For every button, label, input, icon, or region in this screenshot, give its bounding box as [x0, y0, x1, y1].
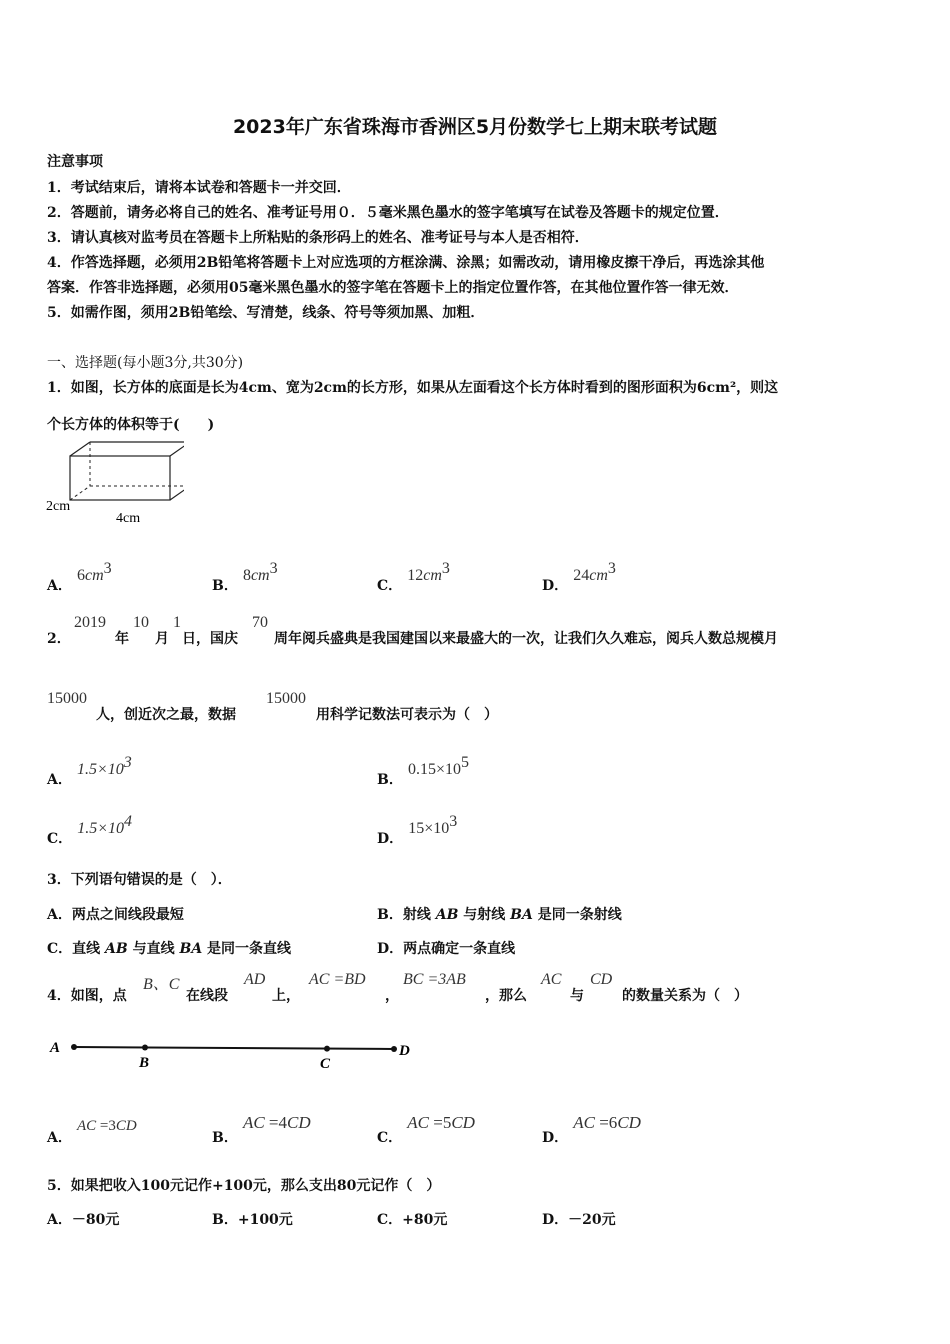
q5-option-c: C．+80元	[377, 1212, 448, 1228]
q3-option-d: D．两点确定一条直线	[377, 941, 516, 957]
q5-option-a: A．－80元	[47, 1212, 120, 1228]
q1-option-a: A． $6cm^3$	[47, 560, 112, 594]
section-heading: 一、选择题(每小题3分,共30分)	[47, 355, 244, 371]
q1-option-d: D． $24cm^3$	[542, 560, 616, 594]
q4-equation-1: AC =BD	[309, 971, 366, 988]
point-a	[71, 1044, 77, 1050]
q4-number: 4．如图，点	[47, 988, 127, 1004]
q4-text-2: 上，	[272, 988, 300, 1004]
q4-option-b: B． AC =4CD	[212, 1113, 311, 1146]
notice-item: 1．考试结束后，请将本试卷和答题卡一并交回．	[47, 180, 351, 196]
q4-equation-2: BC =3AB	[403, 971, 466, 988]
q2-text-month: 月	[155, 631, 169, 647]
cuboid-figure	[44, 438, 184, 530]
q4-option-c: C． AC =5CD	[377, 1113, 475, 1146]
notice-heading: 注意事项	[47, 154, 103, 170]
notice-item: 3．请认真核对监考员在答题卡上所粘贴的条形码上的姓名、准考证号与本人是否相符．	[47, 230, 589, 246]
q4-segment: AD	[244, 971, 266, 988]
segment-ad	[74, 1047, 394, 1049]
q3-option-a: A．两点之间线段最短	[47, 907, 184, 923]
q4-text-5: 的数量关系为（ ）	[622, 988, 748, 1004]
q5-option-b: B．+100元	[212, 1212, 293, 1228]
label-c: C	[320, 1056, 331, 1072]
q2-month: 10	[133, 614, 149, 631]
q1-option-b: B． $8cm^3$	[212, 560, 278, 594]
q2-anniversary: 70	[252, 614, 268, 631]
label-d: D	[399, 1043, 410, 1059]
page-title: 2023年广东省珠海市香洲区5月份数学七上期末联考试题	[232, 116, 718, 138]
q4-text-4: 与	[570, 988, 584, 1004]
notice-item: 答案．作答非选择题，必须用05毫米黑色墨水的签字笔在答题卡上的指定位置作答，在其他位置作答一律无效．	[47, 280, 739, 296]
notice-item: 2．答题前，请务必将自己的姓名、准考证号用０．５毫米黑色墨水的签字笔填写在试卷及答题卡的规定位置．	[47, 205, 729, 221]
q2-option-a: A． $1.5\times 10^3$	[47, 754, 132, 788]
q2-text-end: 用科学记数法可表示为（ ）	[316, 707, 498, 723]
q2-number: 2．	[47, 631, 71, 647]
notice-item: 5．如需作图，须用2B铅笔绘、写清楚，线条、符号等须加黑、加粗．	[47, 305, 485, 321]
q4-cd: CD	[590, 971, 613, 988]
notice-item: 4．作答选择题，必须用2B铅笔将答题卡上对应选项的方框涂满、涂黑；如需改动，请用橡皮擦干净后，再选涂其他	[47, 255, 765, 271]
q4-option-d: D． AC =6CD	[542, 1113, 641, 1146]
q2-day: 1	[173, 614, 181, 631]
q3-option-b: B．射线 AB 与射线 BA 是同一条射线	[377, 907, 622, 923]
q2-option-d: D． $15\times 10^3$	[377, 813, 458, 847]
q2-option-c: C． $1.5\times 10^4$	[47, 813, 133, 847]
q4-ac: AC	[541, 971, 562, 988]
q3-option-c: C．直线 AB 与直线 BA 是同一条直线	[47, 941, 292, 957]
q4-points: B、C	[143, 976, 180, 993]
segment-figure	[44, 1030, 424, 1075]
length-label: 4cm	[116, 511, 141, 526]
q5-stem: 5．如果把收入100元记作+100元，那么支出80元记作（ ）	[47, 1178, 441, 1194]
q2-text-mid: 人，创近次之最，数据	[96, 707, 236, 723]
point-b	[142, 1045, 148, 1051]
point-d	[391, 1046, 397, 1052]
q2-option-b: B． $0.15\times 10^5$	[377, 754, 469, 788]
q2-people: 15000	[47, 690, 87, 707]
q4-option-a: A． AC =3CD	[47, 1118, 137, 1146]
q5-option-d: D．－20元	[542, 1212, 616, 1228]
q2-text-year: 年	[115, 631, 129, 647]
label-b: B	[139, 1055, 150, 1071]
q1-stem-line1: 1．如图，长方体的底面是长为4cm、宽为2cm的长方形，如果从左面看这个长方体时看到的图形面积为6cm²，则这	[47, 380, 779, 396]
q4-text-1: 在线段	[186, 988, 228, 1004]
q4-separator: ，	[385, 988, 399, 1004]
q2-text-day: 日，国庆	[182, 631, 238, 647]
q3-stem: 3．下列语句错误的是（ ）．	[47, 872, 232, 888]
label-a: A	[50, 1040, 61, 1056]
point-c	[324, 1046, 330, 1052]
q1-option-c: C． $12cm^3$	[377, 560, 450, 594]
q2-text-rest: 周年阅兵盛典是我国建国以来最盛大的一次，让我们久久难忘，阅兵人数总规模月	[274, 631, 778, 647]
q1-stem-line2: 个长方体的体积等于( )	[47, 417, 215, 433]
q2-people-2: 15000	[266, 690, 306, 707]
q2-year: 2019	[74, 614, 106, 631]
width-label: 2cm	[46, 499, 71, 514]
q4-text-3: ，那么	[485, 988, 527, 1004]
